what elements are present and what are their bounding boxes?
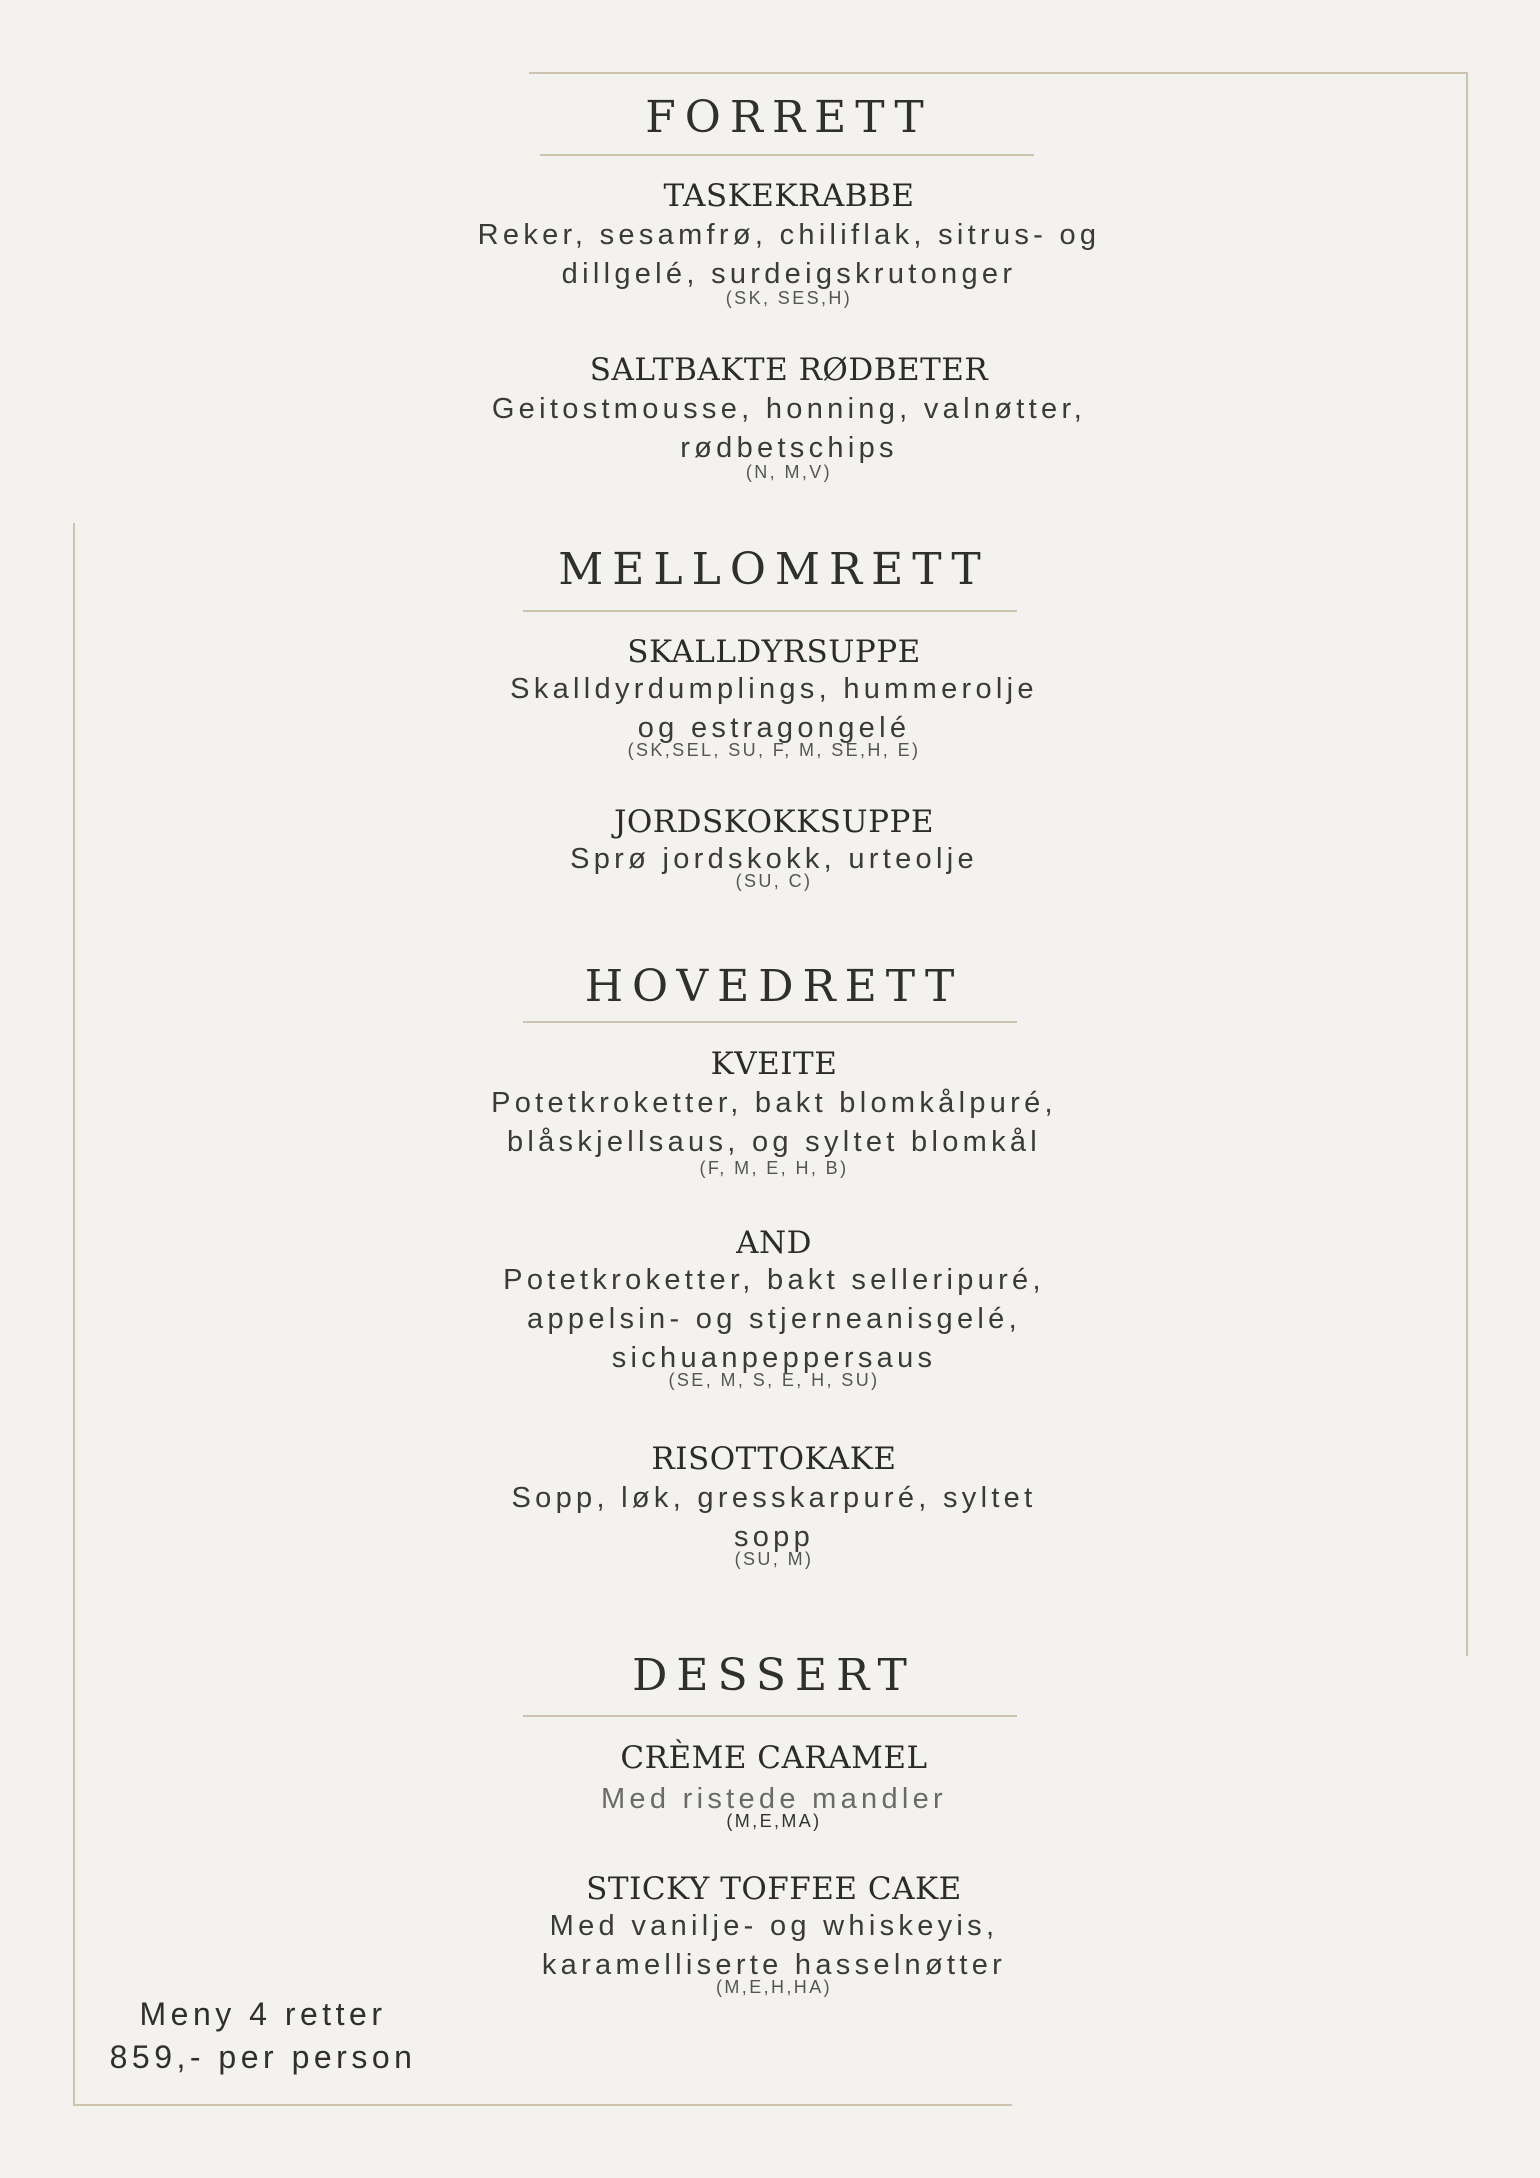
- section-title: FORRETT: [645, 92, 933, 143]
- dish-allergens: (SK,SEL, SU, F, M, SE,H, E): [627, 740, 921, 760]
- dish-title: JORDSKOKKSUPPE: [613, 804, 935, 840]
- section-title: HOVEDRETT: [584, 961, 964, 1012]
- dish-allergens: (SK, SES,H): [725, 288, 853, 308]
- section-rule: [523, 610, 1017, 612]
- dish-risottokake: [370, 1441, 1178, 1570]
- dish-allergens: (M,E,MA): [726, 1811, 822, 1831]
- section-rule: [523, 1021, 1017, 1023]
- dish-skalldyrsuppe: [370, 634, 1178, 761]
- dish-description-line: rødbetschips: [680, 432, 898, 464]
- dish-description-line: dillgelé, surdeigskrutonger: [561, 258, 1017, 290]
- dish-kveite: [370, 1046, 1178, 1179]
- dish-description-line: og estragongelé: [637, 712, 911, 744]
- section-forrett: [385, 92, 1193, 143]
- dish-description-line: Med vanilje- og whiskeyis,: [549, 1910, 999, 1942]
- dish-title: TASKEKRABBE: [663, 178, 915, 214]
- section-mellomrett: [370, 544, 1178, 595]
- dish-taskekrabbe: [385, 178, 1193, 309]
- section-hovedrett: [370, 961, 1178, 1012]
- menu-course-count: Meny 4 retter: [139, 1996, 387, 2032]
- dish-title: AND: [736, 1225, 812, 1261]
- dish-description-line: Skalldyrdumplings, hummerolje: [510, 673, 1038, 705]
- dish-allergens: (SU, C): [735, 871, 813, 891]
- dish-description-line: appelsin- og stjerneanisgelé,: [527, 1303, 1021, 1335]
- dish-and: [370, 1225, 1178, 1391]
- frame-top-line: [529, 72, 1468, 74]
- dish-description-line: Potetkroketter, bakt blomkålpuré,: [491, 1087, 1057, 1119]
- dish-description-line: Sopp, løk, gresskarpuré, syltet: [511, 1482, 1037, 1514]
- dish-title: KVEITE: [710, 1046, 838, 1082]
- menu-price: 859,- per person: [109, 2039, 417, 2075]
- dish-description-line: karamelliserte hasselnøtter: [541, 1949, 1007, 1981]
- dish-description-line: blåskjellsaus, og syltet blomkål: [506, 1126, 1042, 1158]
- dish-title: SKALLDYRSUPPE: [627, 634, 921, 670]
- section-title: MELLOMRETT: [558, 544, 990, 595]
- dish-description-line: Reker, sesamfrø, chiliflak, sitrus- og: [477, 219, 1101, 251]
- section-rule: [540, 154, 1034, 156]
- dish-allergens: (M,E,H,HA): [716, 1977, 832, 1997]
- dish-description-line: Sprø jordskokk, urteolje: [570, 843, 978, 875]
- dish-title: SALTBAKTE RØDBETER: [589, 352, 989, 388]
- section-rule: [523, 1715, 1017, 1717]
- frame-right-line: [1466, 72, 1468, 1656]
- dish-allergens: (N, M,V): [745, 462, 833, 482]
- dish-allergens: (F, M, E, H, B): [699, 1158, 849, 1178]
- dish-description-line: sichuanpeppersaus: [611, 1342, 937, 1374]
- dish-allergens: (SU, M): [734, 1549, 814, 1569]
- dish-description-line: sopp: [733, 1521, 815, 1553]
- dish-description-line: Geitostmousse, honning, valnøtter,: [491, 393, 1087, 425]
- dish-creme-caramel: [370, 1740, 1178, 1832]
- dish-title: CRÈME CARAMEL: [620, 1740, 928, 1776]
- dish-description-line: Potetkroketter, bakt selleripuré,: [503, 1264, 1045, 1296]
- frame-bottom-line: [73, 2104, 1012, 2106]
- dish-title: STICKY TOFFEE CAKE: [586, 1871, 962, 1907]
- frame-left-line: [73, 523, 75, 2106]
- dish-description-line: Med ristede mandler: [600, 1783, 948, 1815]
- dish-title: RISOTTOKAKE: [651, 1441, 897, 1477]
- section-dessert: [370, 1650, 1178, 1701]
- dish-sticky-toffee-cake: [370, 1871, 1178, 1998]
- dish-saltbakte-rodbeter: [385, 352, 1193, 483]
- section-title: DESSERT: [632, 1650, 916, 1701]
- dish-jordskokksuppe: [370, 804, 1178, 892]
- dish-allergens: (SE, M, S, E, H, SU): [668, 1370, 880, 1390]
